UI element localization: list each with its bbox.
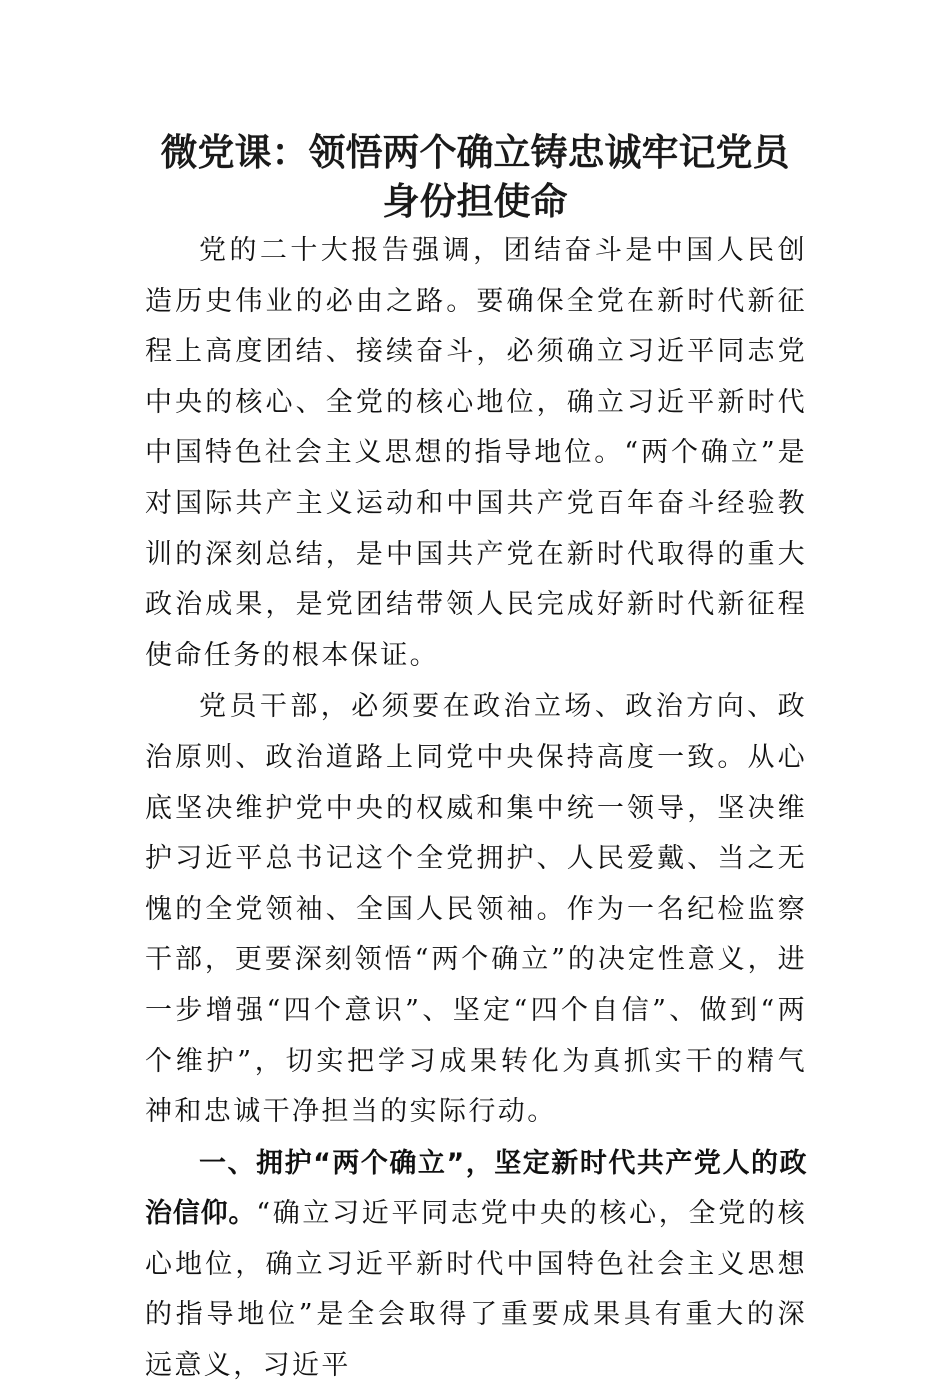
section-1-text: “确立习近平同志党中央的核心，全党的核心地位，确立习近平新时代中国特色社会主义思想的指导地位”是全会取得了重要成果具有重大的深远意义，习近平 xyxy=(145,1198,808,1382)
paragraph-3 xyxy=(145,1139,807,1392)
document-title xyxy=(120,128,830,226)
title-line-1: 微党课：领悟两个确立铸忠诚牢记党员 xyxy=(160,131,790,174)
title-line-2: 身份担使命 xyxy=(382,180,568,223)
document-body xyxy=(145,226,807,1392)
paragraph-2: 党员干部，必须要在政治立场、政治方向、政治原则、政治道路上同党中央保持高度一致。从心底坚决维护党中央的权威和集中统一领导，坚决维护习近平总书记这个全党拥护、人民爱戴、当之无愧的全党领袖、全国人民领袖。作为一名纪检监察干部，更要深刻领悟“两个确立”的决定性意义，进一步增强“四个意识”、坚定“四个自信”、做到“两个维护”，切实把学习成果转化为真抓实干的精气神和忠诚干净担当的实际行动。 xyxy=(145,691,807,1128)
section-1-heading: 一、拥护“两个确立”，坚定新时代共产党人的政治信仰。 xyxy=(145,1147,807,1230)
paragraph-1: 党的二十大报告强调，团结奋斗是中国人民创造历史伟业的必由之路。要确保全党在新时代新征程上高度团结、接续奋斗，必须确立习近平同志党中央的核心、全党的核心地位，确立习近平新时代中国特色社会主义思想的指导地位。“两个确立”是对国际共产主义运动和中国共产党百年奋斗经验教训的深刻总结，是中国共产党在新时代取得的重大政治成果，是党团结带领人民完成好新时代新征程使命任务的根本保证。 xyxy=(145,235,807,671)
